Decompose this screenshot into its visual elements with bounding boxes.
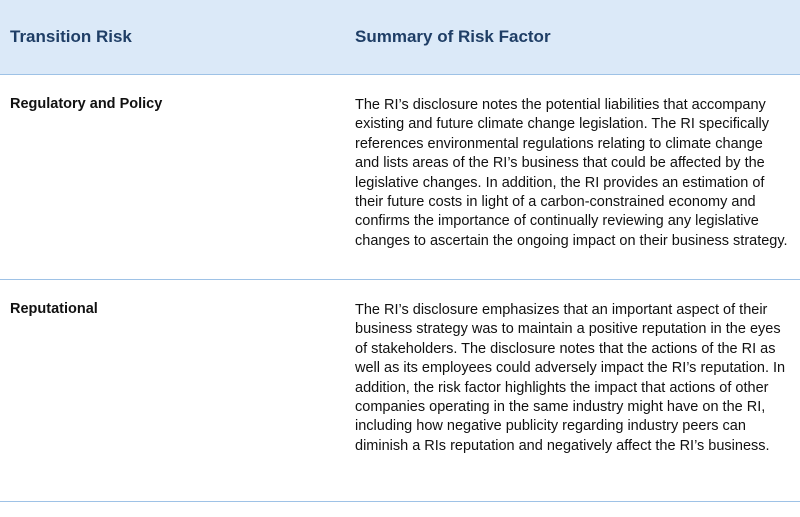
table-row [0,280,800,502]
header-summary-of-risk-factor: Summary of Risk Factor [355,27,551,46]
table-header-row [0,0,800,75]
risk-summary: The RI’s disclosure emphasizes that an important aspect of their business strategy was to maintain a positive reputation in the eyes of stakeholders. The disclosure notes that the actions of the RI as well as its employees could adversely impact the RI’s reputation. In addition, the risk factor highlights the impact that actions of other companies operating in the same industry might have on the RI, including how negative publicity regarding industry peers can diminish a RIs reputation and negatively affect the RI’s business. [355,302,786,454]
risk-name: Reputational [10,301,98,317]
header-transition-risk: Transition Risk [10,27,132,46]
table-row [0,75,800,280]
risk-summary: The RI’s disclosure notes the potential liabilities that accompany existing and future climate change legislation. The RI specifically references environmental regulations relating to climate change and lists areas of the RI’s business that could be affected by the legislative changes. In addition, the RI provides an estimation of their future costs in light of a carbon-constrained economy and confirms the importance of continually reviewing any legislative changes to ascertain the ongoing impact on their business strategy. [355,97,788,249]
risk-name: Regulatory and Policy [10,96,163,112]
